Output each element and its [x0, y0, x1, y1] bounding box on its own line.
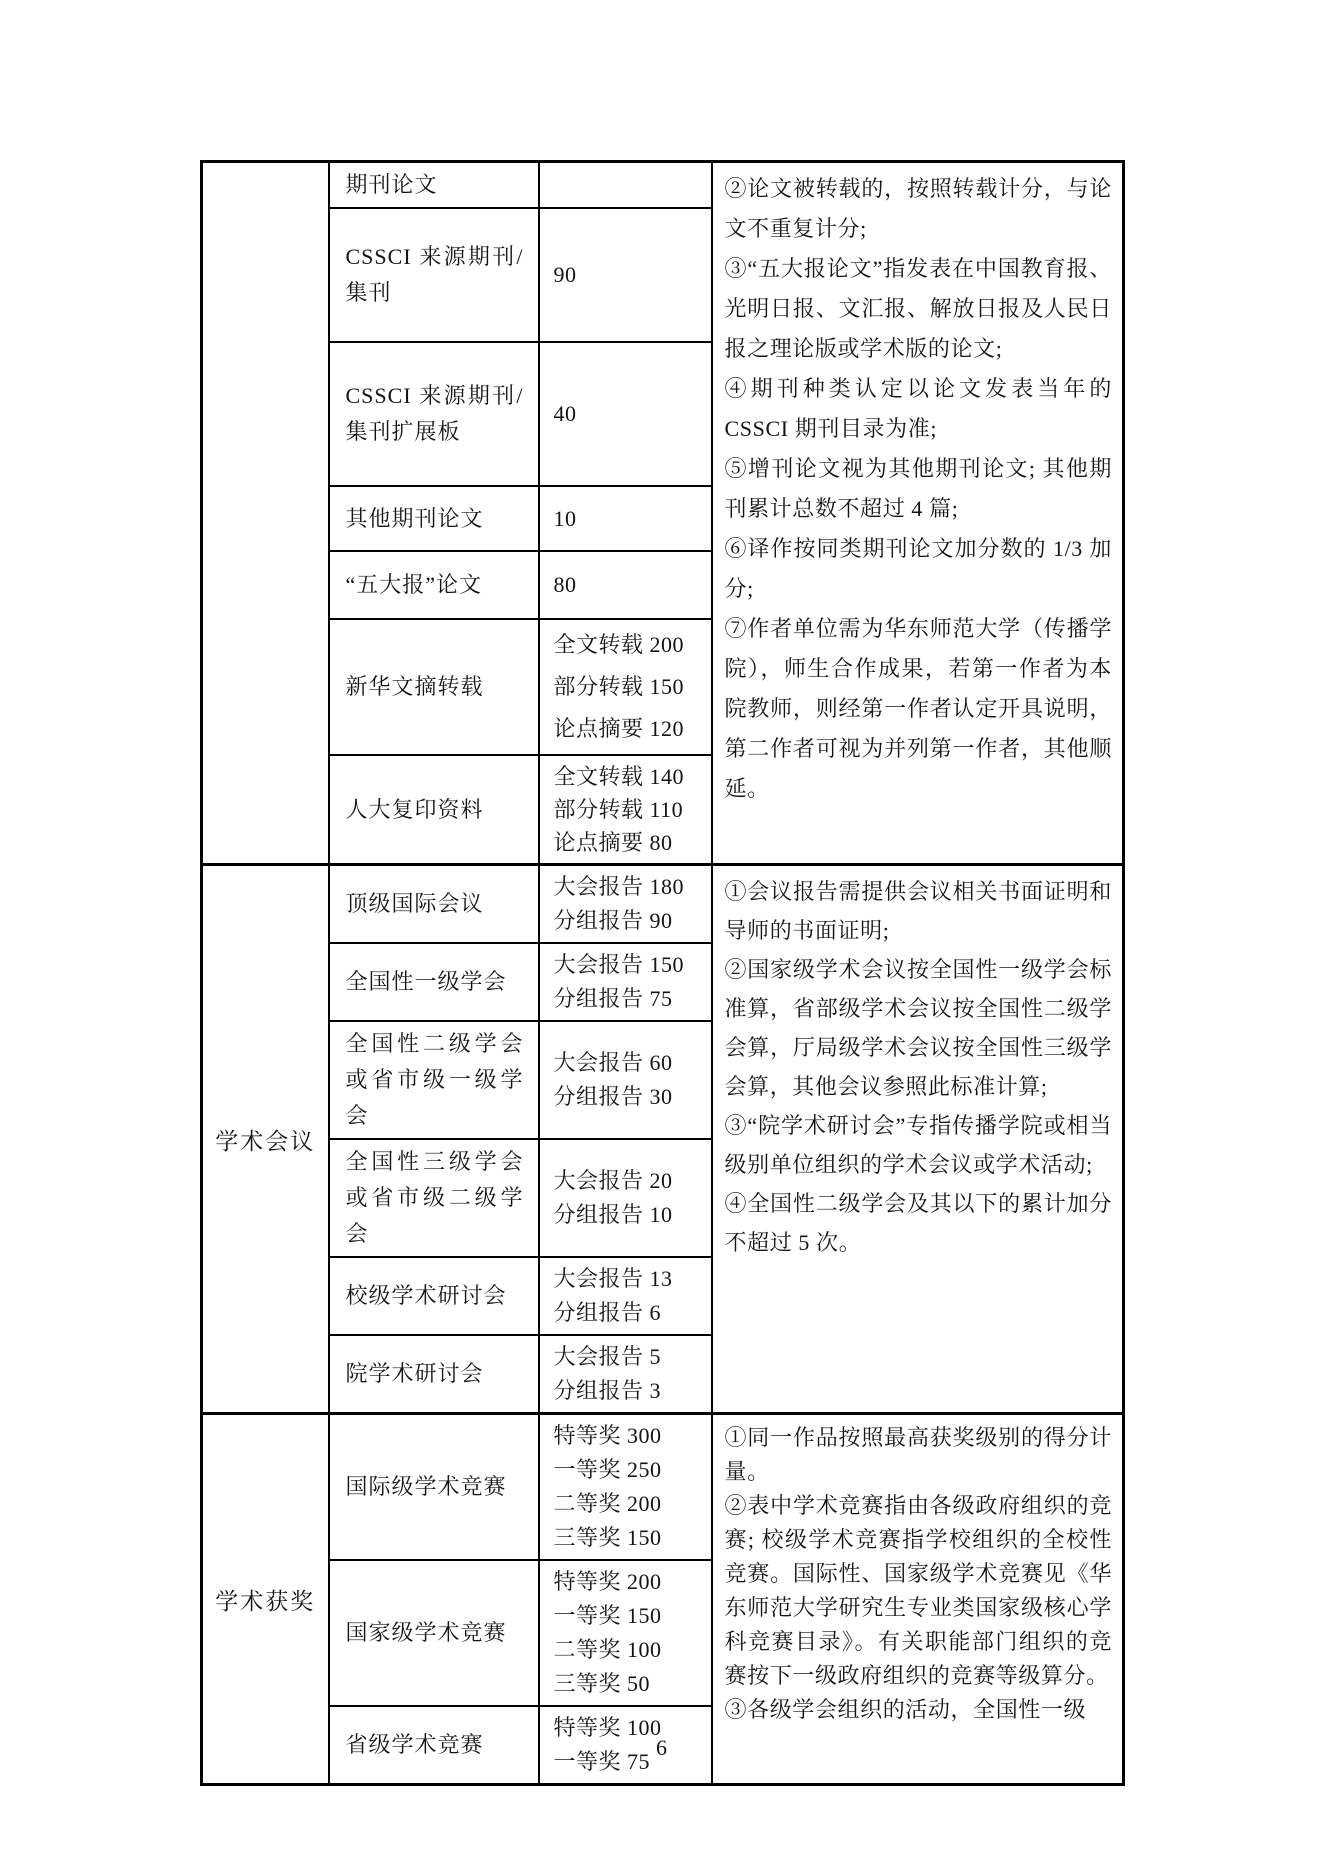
notes-cell-conference [712, 865, 1124, 1414]
score-line: 三等奖 50 [553, 1671, 651, 1696]
note-item: ④全国性二级学会及其以下的累计加分不超过 5 次。 [724, 1191, 1112, 1255]
score-line: 90 [553, 262, 577, 287]
score-line: 三等奖 150 [553, 1525, 662, 1550]
score-cell-renda-reprint [539, 755, 712, 865]
notes-list-conference [725, 872, 1113, 1347]
type-cell-journal-paper: 期刊论文 [329, 162, 539, 209]
score-line: 一等奖 250 [553, 1457, 662, 1482]
notes-list-papers [725, 169, 1113, 834]
score-line: 分组报告 6 [553, 1300, 662, 1325]
score-line: 一等奖 150 [553, 1603, 662, 1628]
score-line: 分组报告 75 [553, 986, 673, 1011]
score-line: 论点摘要 120 [553, 716, 685, 741]
notes-cell-awards [712, 1414, 1124, 1785]
note-item: ③“院学术研讨会”专指传播学院或相当级别单位组织的学术会议或学术活动; [724, 1113, 1112, 1177]
score-cell-intl-competition [539, 1414, 712, 1561]
score-line: 分组报告 10 [553, 1202, 673, 1227]
score-line: 分组报告 90 [553, 908, 673, 933]
page-number: 6 [656, 1735, 667, 1760]
type-cell-university-seminar: 校级学术研讨会 [329, 1257, 539, 1335]
score-line: 特等奖 100 [553, 1715, 662, 1740]
score-line: 大会报告 20 [553, 1168, 673, 1193]
score-line: 大会报告 180 [553, 874, 685, 899]
type-cell-top-intl-conference: 顶级国际会议 [329, 865, 539, 944]
score-cell-national-third-level [539, 1139, 712, 1257]
note-item: ①同一作品按照最高获奖级别的得分计量。 [724, 1425, 1112, 1484]
score-line: 一等奖 75 [553, 1749, 651, 1774]
type-cell-provincial-competition: 省级学术竞赛 [329, 1706, 539, 1785]
score-cell-national-second-level [539, 1021, 712, 1139]
score-line: 分组报告 30 [553, 1084, 673, 1109]
type-cell-national-second-level: 全国性二级学会或省市级一级学会 [329, 1021, 539, 1139]
type-cell-national-competition: 国家级学术竞赛 [329, 1560, 539, 1706]
score-line: 二等奖 100 [553, 1637, 662, 1662]
note-item: ③“五大报论文”指发表在中国教育报、光明日报、文汇报、解放日报及人民日报之理论版或学术版的论文; [724, 256, 1112, 361]
category-cell-conference: 学术会议 [202, 865, 329, 1414]
score-line: 全文转载 140 [553, 764, 685, 789]
note-item: ⑦作者单位需为华东师范大学（传播学院），师生合作成果，若第一作者为本院教师，则经第一作者认定开具说明，第二作者可视为并列第一作者，其他顺延。 [724, 616, 1112, 801]
score-line: 40 [553, 401, 577, 426]
note-item: ②论文被转载的，按照转载计分，与论文不重复计分; [724, 176, 1112, 241]
type-cell-cssci-extended: CSSCI 来源期刊/集刊扩展板 [329, 342, 539, 486]
type-cell-national-first-level: 全国性一级学会 [329, 943, 539, 1021]
score-line: 论点摘要 80 [553, 830, 673, 855]
type-cell-five-major-newspapers: “五大报”论文 [329, 551, 539, 619]
score-cell-national-competition [539, 1560, 712, 1706]
type-cell-xinhua-digest: 新华文摘转载 [329, 619, 539, 755]
category-cell-papers [202, 162, 329, 865]
type-cell-national-third-level: 全国性三级学会或省市级二级学会 [329, 1139, 539, 1257]
score-cell-journal-paper [539, 162, 712, 209]
score-line: 全文转载 200 [553, 632, 685, 657]
score-line: 大会报告 5 [553, 1344, 662, 1369]
score-line: 大会报告 150 [553, 952, 685, 977]
note-item: ②国家级学术会议按全国性一级学会标准算，省部级学术会议按全国性二级学会算，厅局级学术会议按全国性三级学会算，其他会议参照此标准计算; [724, 957, 1112, 1099]
score-cell-other-journal [539, 486, 712, 551]
type-cell-cssci-journal: CSSCI 来源期刊/集刊 [329, 208, 539, 342]
note-item: ④期刊种类认定以论文发表当年的CSSCI 期刊目录为准; [724, 376, 1112, 441]
score-line: 部分转载 150 [553, 674, 685, 699]
score-cell-national-first-level [539, 943, 712, 1021]
type-cell-other-journal: 其他期刊论文 [329, 486, 539, 551]
score-line: 特等奖 200 [553, 1569, 662, 1594]
score-line: 10 [553, 505, 577, 531]
note-item: ⑥译作按同类期刊论文加分数的 1/3 加分; [724, 536, 1112, 601]
category-cell-awards: 学术获奖 [202, 1414, 329, 1785]
note-item: ②表中学术竞赛指由各级政府组织的竞赛; 校级学术竞赛指学校组织的全校性竞赛。国际性、国家级学术竞赛见《华东师范大学研究生专业类国家级核心学科竞赛目录》。有关职能部门组织的竞赛按下一级政府组织的竞赛等级算分。 [724, 1493, 1112, 1688]
notes-list-awards [725, 1421, 1113, 1761]
score-cell-school-seminar [539, 1335, 712, 1414]
score-line: 大会报告 13 [553, 1266, 673, 1291]
notes-cell-papers [712, 162, 1124, 865]
score-line: 大会报告 60 [553, 1050, 673, 1075]
score-cell-top-intl-conference [539, 865, 712, 944]
note-item: ①会议报告需提供会议相关书面证明和导师的书面证明; [724, 879, 1112, 943]
note-item: ⑤增刊论文视为其他期刊论文; 其他期刊累计总数不超过 4 篇; [724, 456, 1112, 521]
type-cell-renda-reprint: 人大复印资料 [329, 755, 539, 865]
score-line: 部分转载 110 [553, 797, 684, 822]
score-cell-cssci-extended [539, 342, 712, 486]
score-line: 特等奖 300 [553, 1423, 662, 1448]
score-line: 分组报告 3 [553, 1378, 662, 1403]
type-cell-school-seminar: 院学术研讨会 [329, 1335, 539, 1414]
score-cell-xinhua-digest [539, 619, 712, 755]
score-cell-cssci-journal [539, 208, 712, 342]
scoring-table [200, 160, 1125, 1786]
type-cell-intl-competition: 国际级学术竞赛 [329, 1414, 539, 1561]
score-cell-university-seminar [539, 1257, 712, 1335]
score-line: 80 [553, 572, 577, 597]
score-cell-five-major-newspapers [539, 551, 712, 619]
note-item: ③各级学会组织的活动，全国性一级 [724, 1697, 1087, 1722]
score-line: 二等奖 200 [553, 1491, 662, 1516]
